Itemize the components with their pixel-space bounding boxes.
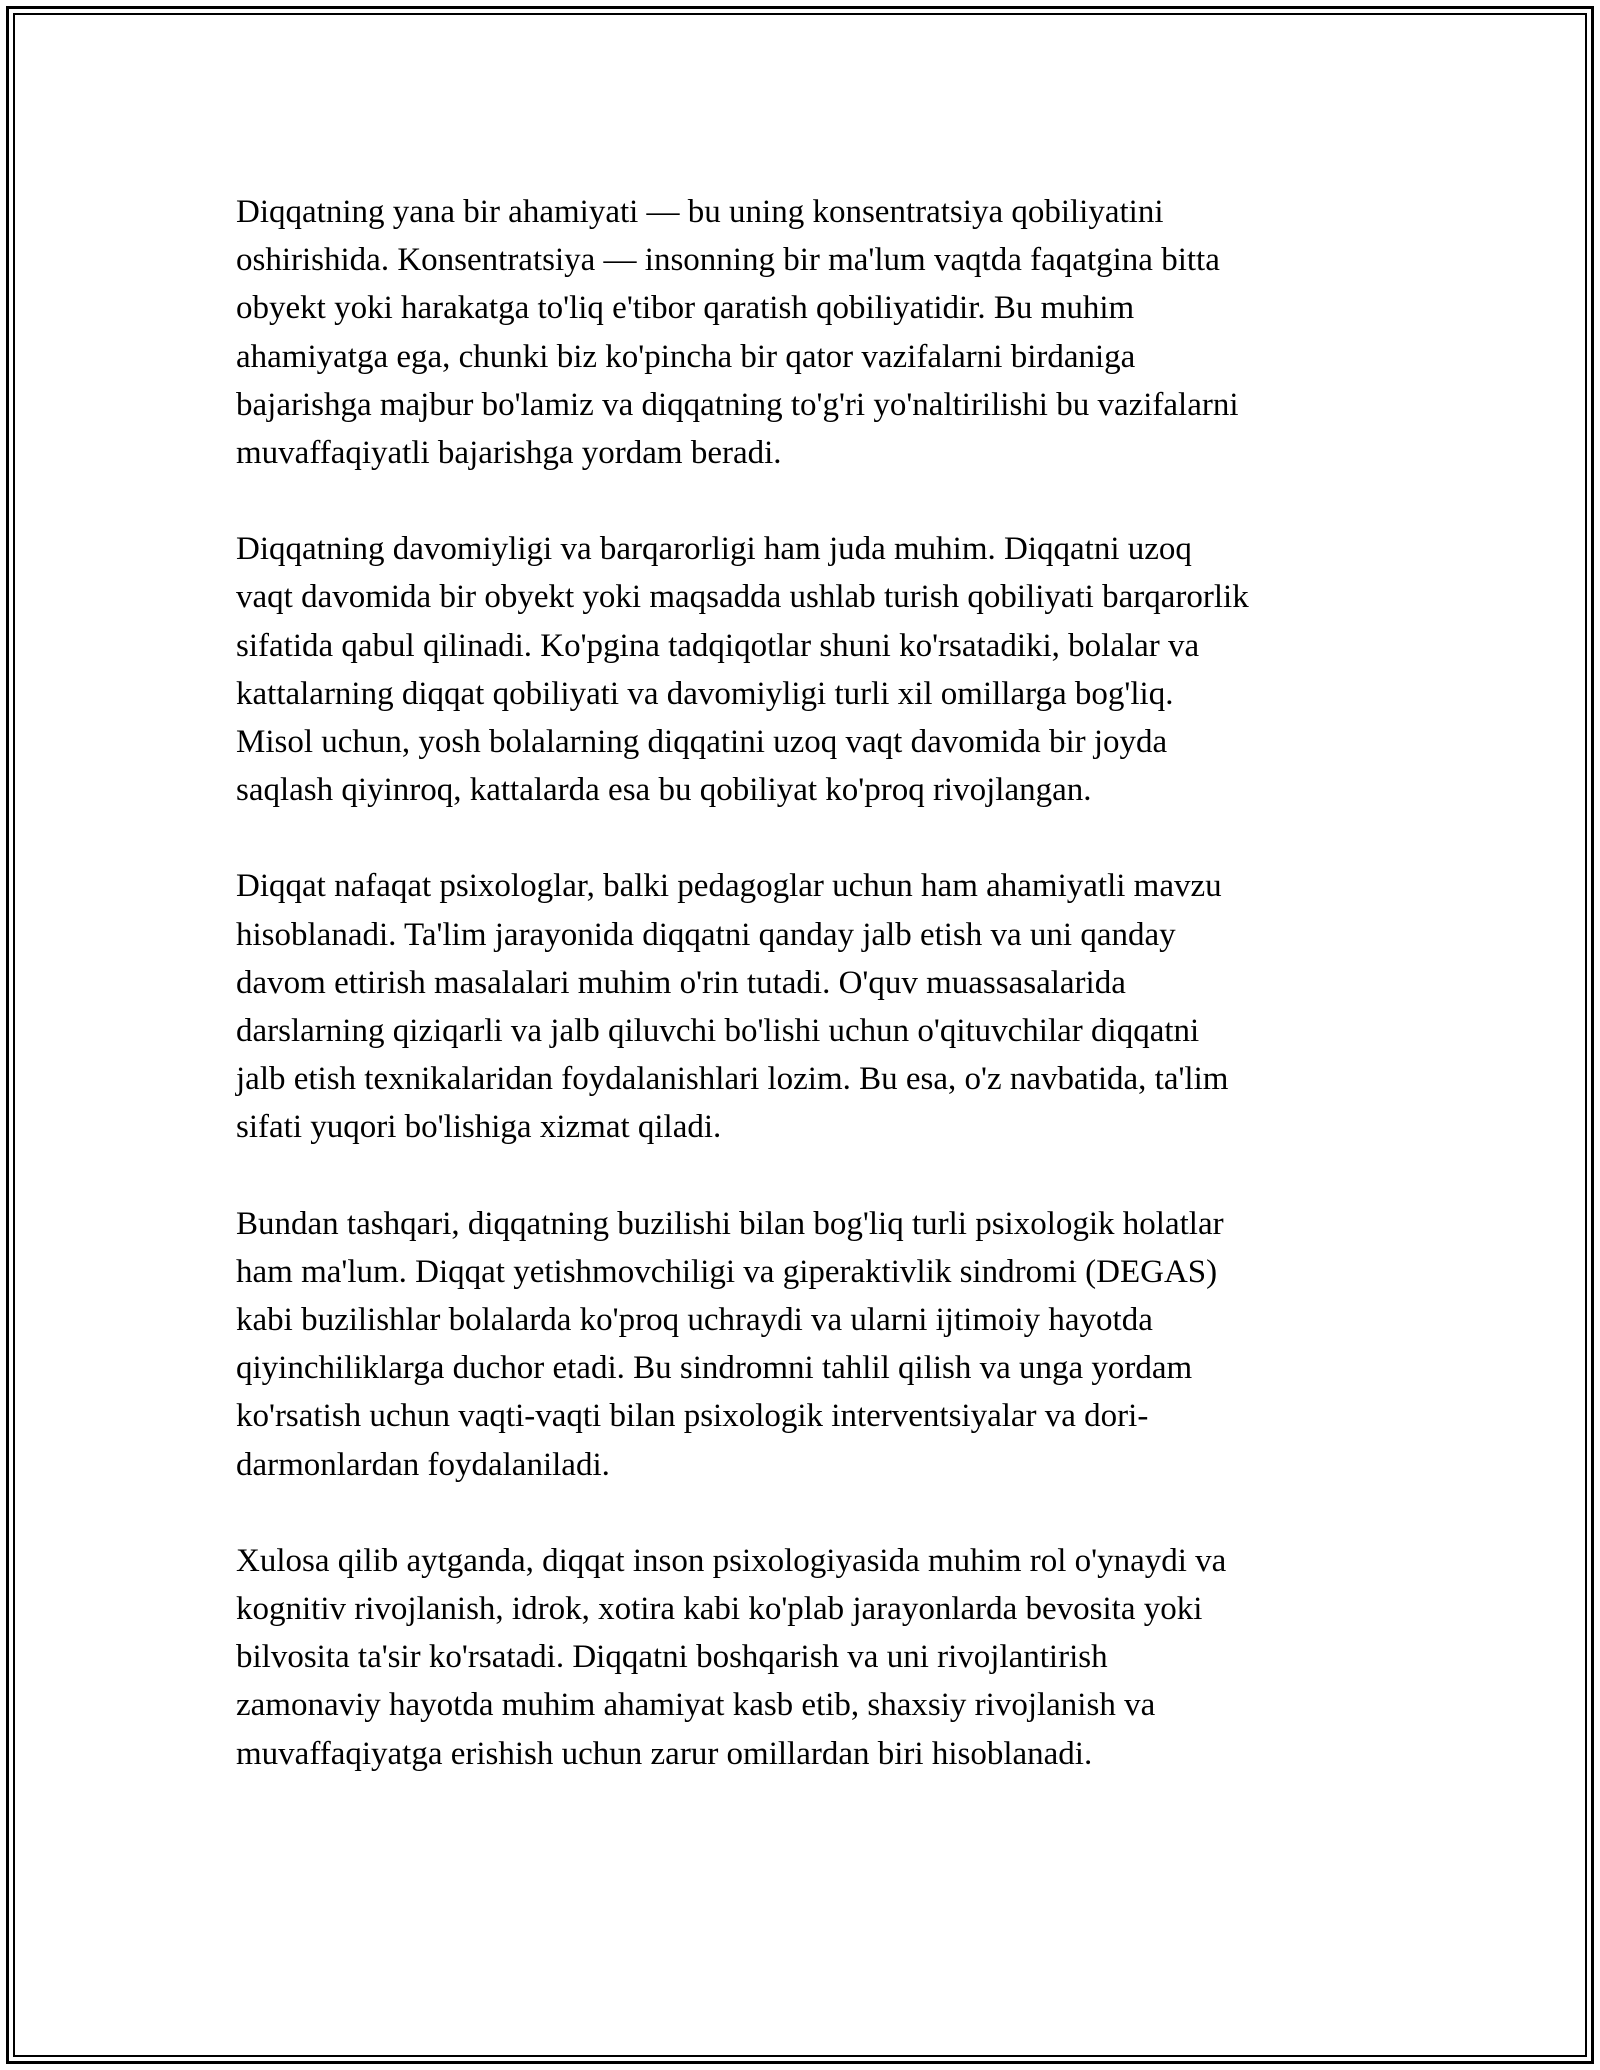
text-line: bilvosita ta'sir ko'rsatadi. Diqqatni boshqarish va uni rivojlantirish <box>236 1639 1108 1676</box>
text-line: sifatida qabul qilinadi. Ko'pgina tadqiqotlar shuni ko'rsatadiki, bolalar va <box>236 627 1200 664</box>
text-line: obyekt yoki harakatga to'liq e'tibor qaratish qobiliyatidir. Bu muhim <box>236 290 1135 327</box>
paragraph-2 <box>236 525 1376 814</box>
text-line: hisoblanadi. Ta'lim jarayonida diqqatni qanday jalb etish va uni qanday <box>236 916 1176 953</box>
text-line: jalb etish texnikalaridan foydalanishlari lozim. Bu esa, o'z navbatida, ta'lim <box>236 1061 1229 1098</box>
text-line: oshirishida. Konsentratsiya — insonning bir ma'lum vaqtda faqatgina bitta <box>236 242 1220 279</box>
text-line: Misol uchun, yosh bolalarning diqqatini uzoq vaqt davomida bir joyda <box>236 724 1168 761</box>
text-line: ahamiyatga ega, chunki biz ko'pincha bir qator vazifalarni birdaniga <box>236 338 1136 375</box>
text-line: davom ettirish masalalari muhim o'rin tutadi. O'quv muassasalarida <box>236 964 1126 1001</box>
text-line: kattalarning diqqat qobiliyati va davomiyligi turli xil omillarga bog'liq. <box>236 675 1174 712</box>
text-line: zamonaviy hayotda muhim ahamiyat kasb etib, shaxsiy rivojlanish va <box>236 1687 1156 1724</box>
document-body <box>236 188 1376 1826</box>
text-line: Bundan tashqari, diqqatning buzilishi bilan bog'liq turli psixologik holatlar <box>236 1205 1224 1242</box>
text-line: Diqqatning yana bir ahamiyati — bu uning konsentratsiya qobiliyatini <box>236 194 1164 230</box>
text-line: muvaffaqiyatli bajarishga yordam beradi. <box>236 435 782 472</box>
text-line: darmonlardan foydalaniladi. <box>236 1446 610 1483</box>
text-line: muvaffaqiyatga erishish uchun zarur omillardan biri hisoblanadi. <box>236 1735 1093 1772</box>
text-line: darslarning qiziqarli va jalb qiluvchi bo'lishi uchun o'qituvchilar diqqatni <box>236 1013 1200 1050</box>
text-line: qiyinchiliklarga duchor etadi. Bu sindromni tahlil qilish va unga yordam <box>236 1350 1193 1387</box>
text-line: bajarishga majbur bo'lamiz va diqqatning to'g'ri yo'naltirilishi bu vazifalarni <box>236 386 1239 423</box>
text-line: vaqt davomida bir obyekt yoki maqsadda ushlab turish qobiliyati barqarorlik <box>236 579 1249 616</box>
paragraph-4 <box>236 1200 1376 1489</box>
paragraph-3 <box>236 862 1376 1151</box>
paragraph-1 <box>236 188 1376 477</box>
text-line: ham ma'lum. Diqqat yetishmovchiligi va giperaktivlik sindromi (DEGAS) <box>236 1253 1218 1290</box>
text-line: ko'rsatish uchun vaqti-vaqti bilan psixologik interventsiyalar va dori- <box>236 1398 1149 1435</box>
text-line: kabi buzilishlar bolalarda ko'proq uchraydi va ularni ijtimoiy hayotda <box>236 1302 1153 1339</box>
text-line: Diqqatning davomiyligi va barqarorligi ham juda muhim. Diqqatni uzoq <box>236 531 1192 568</box>
text-line: Xulosa qilib aytganda, diqqat inson psixologiyasida muhim rol o'ynaydi va <box>236 1542 1227 1579</box>
text-line: saqlash qiyinroq, kattalarda esa bu qobiliyat ko'proq rivojlangan. <box>236 772 1092 809</box>
text-line: Diqqat nafaqat psixologlar, balki pedagoglar uchun ham ahamiyatli mavzu <box>236 868 1222 905</box>
text-line: kognitiv rivojlanish, idrok, xotira kabi ko'plab jarayonlarda bevosita yoki <box>236 1591 1203 1628</box>
text-line: sifati yuqori bo'lishiga xizmat qiladi. <box>236 1109 722 1146</box>
paragraph-5 <box>236 1537 1376 1778</box>
